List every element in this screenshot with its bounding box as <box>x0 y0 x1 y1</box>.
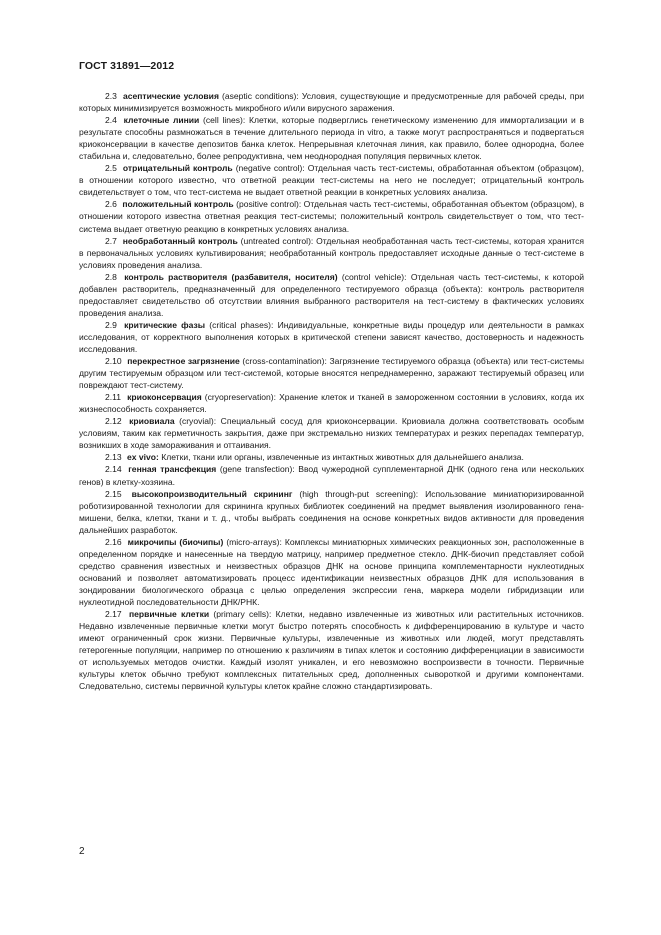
definition-number: 2.13 <box>105 452 122 463</box>
definition-term: ex vivo: <box>127 452 159 463</box>
definition-2-10 <box>79 355 584 391</box>
definition-number: 2.10 <box>105 356 122 367</box>
definition-english-term: (cryovial): <box>179 416 217 427</box>
definition-term: генная трансфекция <box>128 464 217 475</box>
definition-text: Условия, существующие и предусмотренные для рабочей среды, при которых минимизируется возможность микробного и/или вирусного заражения. <box>79 91 585 114</box>
definition-text: Клетки, которые подверглись генетическому изменению для иммортализации и в результате способны размножаться в течение длительного периода in vitro, а также могут распространяться и подвергаться криоконсервации в качестве депозитов банка клеток. Непрерывная клеточная линия, как правило, более однородна, более стабильна и, следовательно, более репродуктивна, чем неоднородная популяция первичных клеток. <box>79 115 585 162</box>
definition-number: 2.7 <box>105 235 117 246</box>
definition-text: Загрязнение тестируемого образца (объекта) или тест-системы другим тестируемым образцом или тест-системой, которые вносятся непреднамеренно, заражают тестируемый образец или повреждают тест-систему. <box>79 356 584 391</box>
definition-2-4 <box>79 114 584 162</box>
definition-2-14 <box>79 463 584 487</box>
definition-2-8 <box>79 271 584 319</box>
definition-english-term: (cell lines): <box>203 115 246 126</box>
definition-text: Клетки, недавно извлеченные из животных или растительных источников. Недавно извлеченные первичные клетки могут быстро потерять способность к дифференцированию в культуре и часто имеют ограниченный срок жизни. Первичные культуры, извлеченные из животных или людей, могут представлять гетерогенные популяции, например по отношению к различиям в типах клеток и состоянию дифференциации в зависимости от используемых методов очистки. Каждый изолят уникален, и его невозможно воспроизвести в точности. Первичные культуры клеток обычно требуют комплексных питательных сред, дополненных сывороткой и другими компонентами. Следовательно, системы первичной культуры клеток крайне сложно стандартизировать. <box>79 609 585 692</box>
definition-english-term: (cross-contamination): <box>242 356 327 367</box>
definition-term: критические фазы <box>124 319 206 330</box>
definition-2-17 <box>79 608 584 692</box>
definition-english-term: (critical phases): <box>209 319 274 330</box>
definition-text: Специальный сосуд для криоконсервации. Криовиала должна соответствовать особым условиям, таким как герметичность закрытия, даже при экстремально низких температурах и резких перепадах температур, возникших в ходе замораживания и оттаивания. <box>79 416 585 451</box>
definition-term: криоконсервация <box>127 392 202 403</box>
definition-number: 2.16 <box>105 536 122 547</box>
definition-number: 2.11 <box>105 392 122 403</box>
definition-2-16 <box>79 536 584 608</box>
definition-number: 2.5 <box>105 163 117 174</box>
definition-2-7 <box>79 235 584 271</box>
definition-term: асептические условия <box>123 91 219 101</box>
definition-text: Клетки, ткани или органы, извлеченные из интактных животных для дальнейшего анализа. <box>161 452 524 463</box>
definition-2-3 <box>79 90 584 114</box>
definition-number: 2.4 <box>105 115 117 126</box>
definition-term: перекрестное загрязнение <box>127 356 240 367</box>
definition-2-12 <box>79 415 584 451</box>
definition-number: 2.6 <box>105 199 117 210</box>
definition-term: микрочипы (биочипы) <box>127 536 224 547</box>
definition-2-13 <box>79 451 584 463</box>
definition-english-term: (micro-arrays): <box>226 536 282 547</box>
definition-term: положительный контроль <box>122 199 234 210</box>
definition-english-term: (gene transfection): <box>219 464 295 475</box>
definition-term: первичные клетки <box>128 609 210 620</box>
document-header: ГОСТ 31891—2012 <box>79 60 175 72</box>
definition-english-term: (positive control): <box>236 199 302 210</box>
definition-text: Использование миниатюризированной роботизированной технологии для скрининга крупных библиотек соединений на предмет выявления изолированного гена-мишени, белка, клетки, ткани и т. д., чтобы выбрать соединения на основе конкретных видов активности для проведения дальнейших разработок. <box>79 488 585 535</box>
definition-2-5 <box>79 162 584 198</box>
definition-number: 2.14 <box>105 464 122 475</box>
definition-number: 2.12 <box>105 416 122 427</box>
definition-term: необработанный контроль <box>122 235 238 246</box>
definition-text: Отдельная необработанная часть тест-системы, которая хранится в первоначальных условиях культивирования; необработанный контроль предоставляет исходные данные о тест-системе в условиях проведения анализа. <box>79 235 585 270</box>
page-number: 2 <box>79 846 85 857</box>
definition-english-term: (aseptic conditions): <box>222 91 299 101</box>
definition-term: отрицательный контроль <box>122 163 233 174</box>
definition-english-term: (control vehicle): <box>341 271 407 282</box>
definition-term: высокопроизводительный скрининг <box>131 488 293 499</box>
definition-english-term: (cryopreservation): <box>204 392 277 403</box>
definition-number: 2.8 <box>105 271 117 282</box>
definition-english-term: (untreated control): <box>240 235 314 246</box>
definition-text: Хранение клеток и тканей в замороженном состоянии в условиях, когда их жизнеспособность сохраняется. <box>79 392 585 415</box>
definition-2-6 <box>79 198 584 234</box>
definition-number: 2.15 <box>105 488 122 499</box>
definition-term: контроль растворителя (разбавителя, носителя) <box>124 271 338 282</box>
definition-2-11 <box>79 391 584 415</box>
definition-number: 2.17 <box>105 609 122 620</box>
definition-2-15 <box>79 488 584 536</box>
definition-number: 2.9 <box>105 319 117 330</box>
definition-term: клеточные линии <box>123 115 200 126</box>
definition-2-9 <box>79 319 584 355</box>
definitions-list <box>79 90 584 692</box>
definition-number: 2.3 <box>105 91 117 101</box>
definition-english-term: (high through-put screening): <box>299 488 419 499</box>
definition-term: криовиала <box>129 416 175 427</box>
definition-text: Индивидуальные, конкретные виды процедур или деятельности в рамках исследования, от корректного выполнения которых в критической степени зависят качество, достоверность и надежность исследования. <box>79 319 584 354</box>
definition-english-term: (primary cells): <box>213 609 272 620</box>
definition-english-term: (negative control): <box>235 163 305 174</box>
definition-text: Комплексы миниатюрных химических реакционных зон, расположенные в определенном порядке и нанесенные на твердую матрицу, например предметное стекло. ДНК-биочип представляет собой средство сравнения известных и неизвестных образцов ДНК на основе принципа комплементарности нуклеотидных оснований и позволяет автоматизировать процесс идентификации неизвестных образцов ДНК для использования в зондировании биологического образца с целью определения экспрессии гена, маркера модели гибридизации или нуклеотидной последовательности ДНК/РНК. <box>79 536 584 607</box>
definition-text: Отдельная часть тест-системы, к которой добавлен растворитель, предназначенный для определенного тестируемого образца (объекта): контроль растворителя предоставляет свидетельство об отсутствии влияния выбранного растворителя на тест-систему в фактических условиях проведения анализа. <box>79 271 585 318</box>
definition-text: Отдельная часть тест-системы, обработанная объектом (образцом), в отношении которого известна ответная реакция тест-системы; положительный контроль свидетельствует о том, что тест-система выдает ответную реакцию в конкретных условиях анализа. <box>79 199 585 234</box>
definition-text: Ввод чужеродной супплементарной ДНК (одного гена или нескольких генов) в клетку-хозяина. <box>79 464 585 487</box>
definition-text: Отдельная часть тест-системы, обработанная объектом (образцом), в отношении которого известно, что ответной реакции тест-системы на него не последует; отрицательный контроль свидетельствует о том, что тест-система не выдает ответной реакции в конкретных условиях анализа. <box>79 163 585 198</box>
